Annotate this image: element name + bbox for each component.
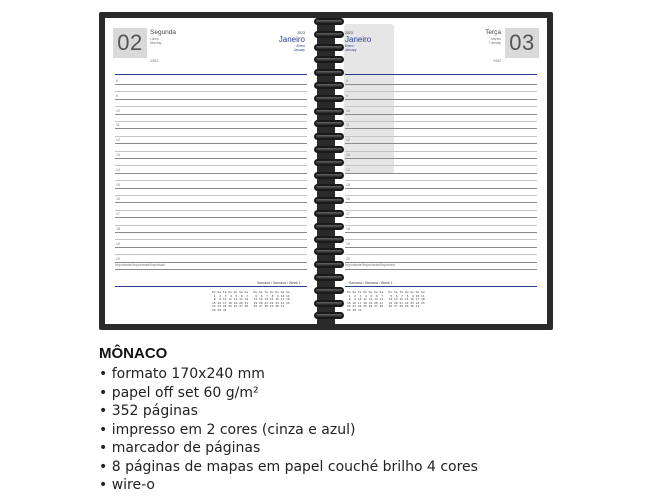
spiral-ring <box>314 120 344 127</box>
left-hour-line <box>115 173 307 174</box>
right-half-hour-line <box>345 254 537 255</box>
right-half-hour-line <box>345 180 537 181</box>
left-header-rule <box>115 74 307 75</box>
spiral-ring <box>314 108 344 115</box>
left-hour-label: 15 <box>116 182 120 187</box>
spec-item: • formato 170x240 mm <box>99 366 265 382</box>
left-hour-line <box>115 202 307 203</box>
right-hour-label: 18 <box>346 227 350 231</box>
right-hour-line <box>345 188 537 189</box>
right-notes-label: Importante/Importante/Important <box>345 263 396 267</box>
left-half-hour-line <box>115 121 307 122</box>
spiral-ring <box>314 210 344 217</box>
spiral-ring <box>314 44 344 51</box>
left-day-count: 2/363 <box>150 59 158 63</box>
right-half-hour-line <box>345 106 537 107</box>
right-hour-line <box>345 247 537 248</box>
right-day-sub-2: Tuesday <box>488 41 501 45</box>
left-month-year: 2023 <box>297 31 305 35</box>
left-day-sub-2: Monday <box>150 41 162 45</box>
right-hour-label: 13 <box>346 153 350 157</box>
right-cal-line: 1 2 3 4 5 6 7 5 6 7 8 9 10 11 <box>347 293 425 298</box>
left-half-hour-line <box>115 225 307 226</box>
left-hour-line <box>115 158 307 159</box>
right-half-hour-line <box>345 225 537 226</box>
spiral-ring <box>314 223 344 230</box>
left-hour-line <box>115 128 307 129</box>
left-day-number: 02 <box>113 28 147 58</box>
left-hour-line <box>115 247 307 248</box>
left-notes-line <box>115 269 307 270</box>
right-hour-label: 15 <box>346 182 350 187</box>
spiral-ring <box>314 82 344 89</box>
right-day-number: 03 <box>505 28 539 58</box>
right-hour-line <box>345 84 537 85</box>
left-cal-line: 15 16 17 18 19 20 21 19 20 21 22 23 24 25 <box>212 300 290 305</box>
left-day-name: Segunda <box>150 29 177 36</box>
spec-item: • impresso em 2 cores (cinza e azul) <box>99 421 356 438</box>
right-hour-label: 12 <box>346 138 350 143</box>
right-cal-line: Do Se Te Qu Qu Se Sa Do Se Te Qu Qu Se Sa <box>347 290 425 294</box>
right-hour-label: 20 <box>346 256 350 261</box>
right-notes-line <box>345 269 537 270</box>
right-cal-line: 15 16 17 18 19 20 21 19 20 21 22 23 24 25 <box>347 300 425 305</box>
right-calendar-title: Semana / Semana / Week 1 <box>349 281 393 285</box>
spec-item: • 352 páginas <box>99 403 198 419</box>
spiral-ring <box>314 197 344 204</box>
left-page <box>105 18 317 324</box>
left-half-hour-line <box>115 151 307 152</box>
left-hour-label: 19 <box>116 241 120 246</box>
right-page <box>335 18 547 324</box>
right-month-year: 2023 <box>345 31 353 35</box>
right-half-hour-line <box>345 210 537 211</box>
spiral-ring <box>314 236 344 243</box>
right-hour-line <box>345 232 537 233</box>
left-hour-line <box>115 232 307 233</box>
spiral-ring <box>314 133 344 140</box>
right-hour-label: 11 <box>346 123 350 128</box>
right-hour-line <box>345 202 537 203</box>
wire-o-spiral <box>314 18 344 326</box>
left-hour-label: 13 <box>116 153 120 157</box>
spiral-ring <box>314 300 344 307</box>
right-hour-line <box>345 128 537 129</box>
spec-list <box>99 365 478 495</box>
left-cal-line: 22 23 24 25 26 27 28 26 27 28 29 30 31 <box>212 304 285 309</box>
right-month-block <box>343 31 403 52</box>
right-hour-label: 19 <box>346 241 350 246</box>
right-cal-line: 8 9 10 11 12 13 14 12 13 14 15 16 17 18 <box>347 297 425 302</box>
left-hour-line <box>115 99 307 100</box>
left-month-sub-1: Enero <box>296 44 305 48</box>
left-half-hour-line <box>115 239 307 240</box>
left-half-hour-line <box>115 106 307 107</box>
spiral-ring <box>314 56 344 63</box>
left-mini-calendar <box>212 291 290 313</box>
right-half-hour-line <box>345 121 537 122</box>
left-month-sub-2: January <box>293 48 305 52</box>
right-mini-calendar <box>347 291 425 313</box>
left-hour-line <box>115 143 307 144</box>
left-month-block <box>255 31 305 52</box>
right-hour-label: 9 <box>346 93 348 98</box>
left-cal-line: 29 30 31 <box>212 307 227 312</box>
right-week-rule <box>345 286 537 287</box>
left-hour-label: 8 <box>116 79 118 83</box>
left-hour-line <box>115 114 307 115</box>
left-cal-line: 1 2 3 4 5 6 7 5 6 7 8 9 10 11 <box>212 293 290 298</box>
right-hour-line <box>345 173 537 174</box>
left-calendar-title: Semana / Semana / Week 1 <box>257 281 301 285</box>
spec-item: • wire-o <box>99 477 155 493</box>
right-hour-label: 10 <box>346 108 350 113</box>
spiral-ring <box>314 18 344 25</box>
right-day-sub-1: Martes <box>491 37 501 41</box>
left-day-sub-1: Lunes <box>150 37 159 41</box>
left-hour-label: 12 <box>116 138 120 143</box>
left-hour-label: 16 <box>116 197 120 202</box>
right-month-sub-1: Enero <box>345 44 354 48</box>
left-hour-line <box>115 217 307 218</box>
left-half-hour-line <box>115 254 307 255</box>
right-hour-line <box>345 217 537 218</box>
right-header-rule <box>345 74 537 75</box>
spec-item: • marcador de páginas <box>99 440 261 456</box>
left-hour-line <box>115 188 307 189</box>
left-cal-line: 8 9 10 11 12 13 14 12 13 14 15 16 17 18 <box>212 297 290 302</box>
left-day-sub <box>150 37 161 45</box>
left-half-hour-line <box>115 210 307 211</box>
right-hour-label: 14 <box>346 167 350 172</box>
left-hour-label: 20 <box>116 256 120 261</box>
right-day-name: Terça <box>485 29 501 36</box>
left-hour-label: 10 <box>116 108 120 113</box>
right-month-name: Janeiro <box>345 35 372 44</box>
right-cal-line: 22 23 24 25 26 27 28 26 27 28 29 30 31 <box>347 304 420 309</box>
right-half-hour-line <box>345 195 537 196</box>
right-hour-label: 17 <box>346 212 350 217</box>
spiral-ring <box>314 312 344 319</box>
left-half-hour-line <box>115 136 307 137</box>
left-half-hour-line <box>115 180 307 181</box>
spiral-ring <box>314 287 344 294</box>
left-hour-line <box>115 84 307 85</box>
right-half-hour-line <box>345 151 537 152</box>
right-day-count: 3/362 <box>493 59 501 63</box>
right-hour-label: 16 <box>346 197 350 202</box>
left-hour-label: 14 <box>116 167 120 172</box>
right-half-hour-line <box>345 239 537 240</box>
spiral-ring <box>314 69 344 76</box>
spec-item: • 8 páginas de mapas em papel couché brilho 4 cores <box>99 458 478 475</box>
left-hour-label: 9 <box>116 93 118 98</box>
right-hour-line <box>345 143 537 144</box>
right-hour-line <box>345 158 537 159</box>
right-month-sub-2: January <box>345 48 357 52</box>
left-month-name: Janeiro <box>278 35 305 44</box>
spiral-ring <box>314 261 344 268</box>
left-hour-label: 18 <box>116 227 120 231</box>
right-hour-line <box>345 114 537 115</box>
left-hour-label: 17 <box>116 212 120 217</box>
right-hour-label: 8 <box>346 79 348 83</box>
product-title: MÔNACO <box>99 345 168 362</box>
right-half-hour-line <box>345 136 537 137</box>
left-half-hour-line <box>115 91 307 92</box>
spiral-ring <box>314 184 344 191</box>
spiral-ring <box>314 95 344 102</box>
left-hour-label: 11 <box>116 123 120 128</box>
spec-item: • papel off set 60 g/m² <box>99 384 259 401</box>
spiral-ring <box>314 31 344 38</box>
right-hour-line <box>345 99 537 100</box>
right-cal-line: 29 30 31 <box>347 307 362 312</box>
left-cal-line: Do Se Te Qu Qu Se Sa Do Se Te Qu Qu Se Sa <box>212 290 290 294</box>
spiral-ring <box>314 248 344 255</box>
left-half-hour-line <box>115 195 307 196</box>
left-half-hour-line <box>115 165 307 166</box>
left-notes-label: Importante/Importante/Important <box>115 263 166 267</box>
spiral-ring <box>314 274 344 281</box>
spiral-ring <box>314 146 344 153</box>
right-half-hour-line <box>345 165 537 166</box>
spiral-ring <box>314 172 344 179</box>
right-half-hour-line <box>345 91 537 92</box>
left-week-rule <box>115 286 307 287</box>
right-day-sub <box>489 37 501 45</box>
spiral-ring <box>314 159 344 166</box>
